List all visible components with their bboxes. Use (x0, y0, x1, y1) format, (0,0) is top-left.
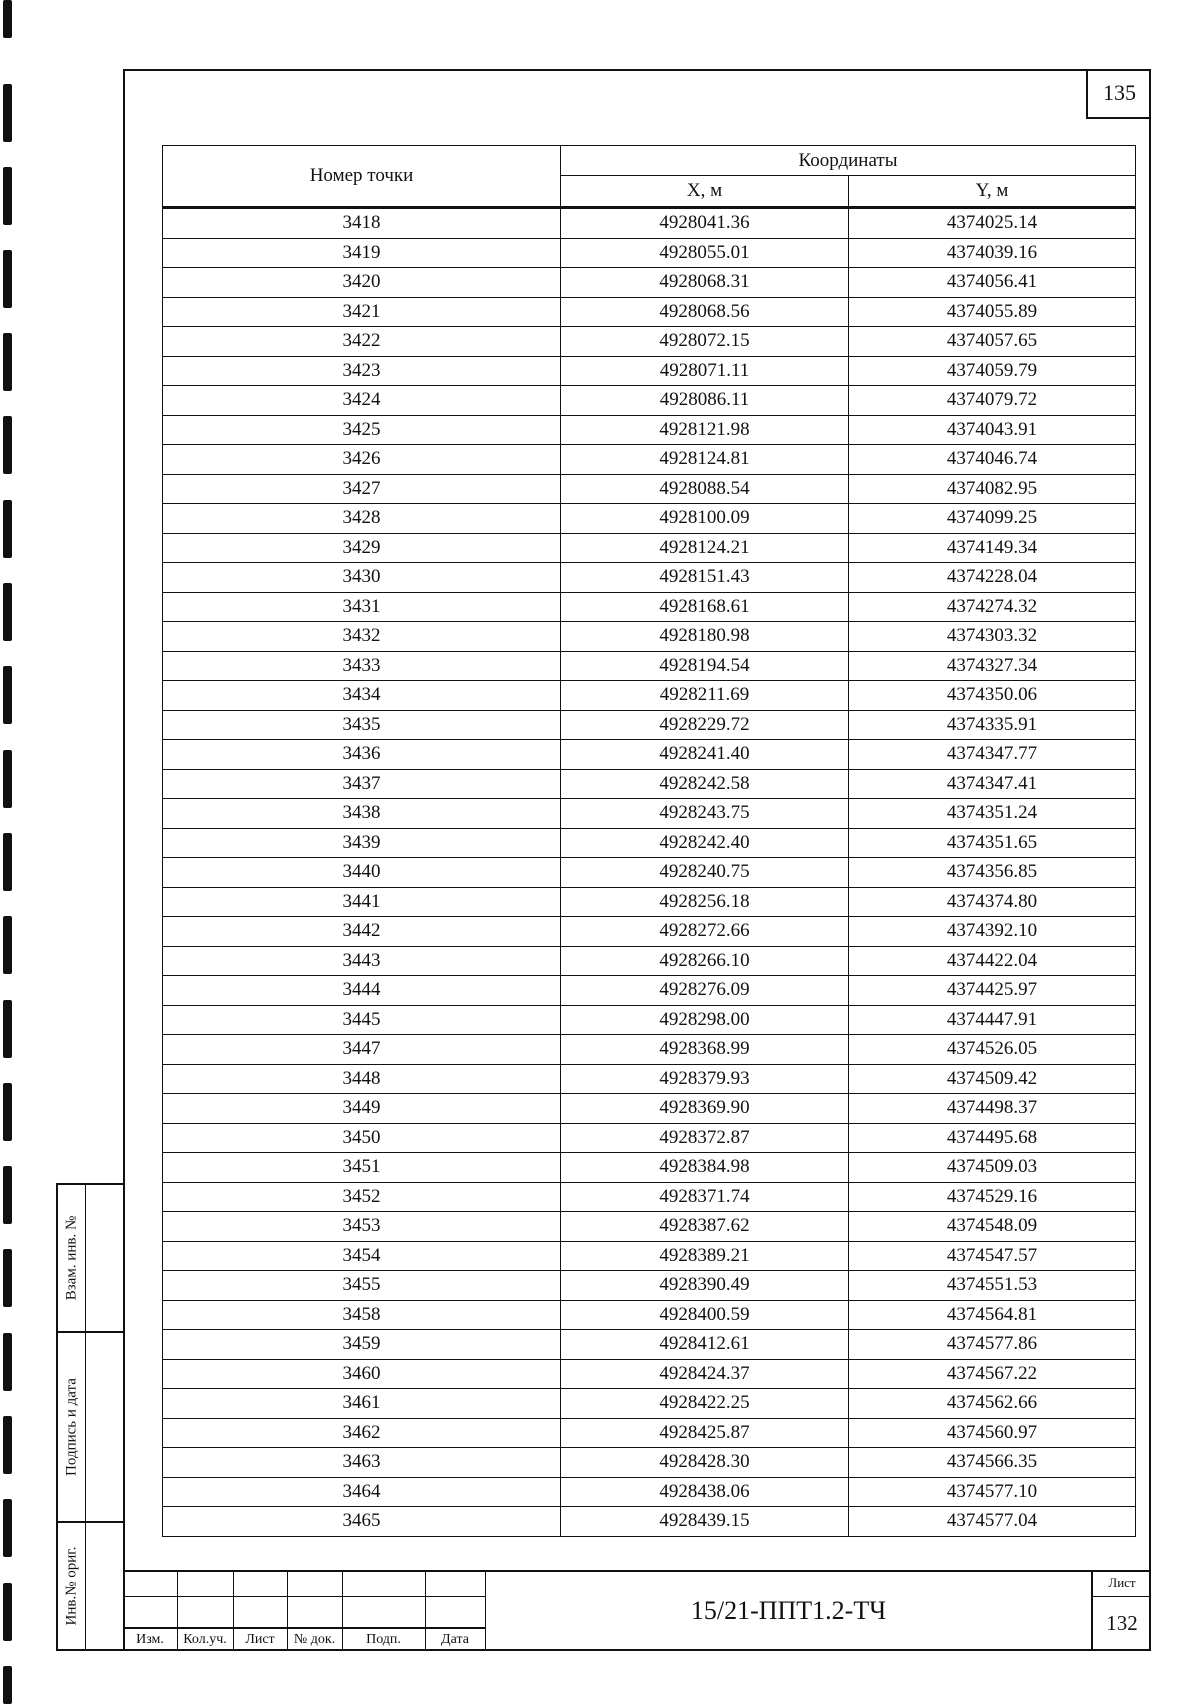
x-coordinate-cell: 4928229.72 (561, 710, 849, 740)
point-number-cell: 3463 (163, 1448, 561, 1478)
header-y: Y, м (849, 176, 1136, 208)
binding-hole (3, 333, 12, 391)
x-coordinate-cell: 4928412.61 (561, 1330, 849, 1360)
point-number-cell: 3419 (163, 238, 561, 268)
x-coordinate-cell: 4928055.01 (561, 238, 849, 268)
x-coordinate-cell: 4928387.62 (561, 1212, 849, 1242)
x-coordinate-cell: 4928240.75 (561, 858, 849, 888)
x-coordinate-cell: 4928379.93 (561, 1064, 849, 1094)
point-number-cell: 3458 (163, 1300, 561, 1330)
x-coordinate-cell: 4928100.09 (561, 504, 849, 534)
point-number-cell: 3444 (163, 976, 561, 1006)
y-coordinate-cell: 4374350.06 (849, 681, 1136, 711)
y-coordinate-cell: 4374079.72 (849, 386, 1136, 416)
x-coordinate-cell: 4928384.98 (561, 1153, 849, 1183)
y-coordinate-cell: 4374425.97 (849, 976, 1136, 1006)
tb-col-podp: Подп. (366, 1631, 401, 1647)
x-coordinate-cell: 4928369.90 (561, 1094, 849, 1124)
binding-hole (3, 250, 12, 308)
point-number-cell: 3464 (163, 1477, 561, 1507)
table-row (163, 1477, 1136, 1507)
table-row (163, 415, 1136, 445)
coordinates-table-body (163, 208, 1136, 1537)
binding-hole (3, 167, 12, 225)
y-coordinate-cell: 4374422.04 (849, 946, 1136, 976)
x-coordinate-cell: 4928121.98 (561, 415, 849, 445)
point-number-cell: 3430 (163, 563, 561, 593)
table-row (163, 268, 1136, 298)
binding-hole (3, 1416, 12, 1474)
table-row (163, 946, 1136, 976)
table-row (163, 799, 1136, 829)
table-row (163, 1507, 1136, 1537)
binding-hole (3, 1583, 12, 1641)
x-coordinate-cell: 4928424.37 (561, 1359, 849, 1389)
table-row (163, 386, 1136, 416)
x-coordinate-cell: 4928400.59 (561, 1300, 849, 1330)
x-coordinate-cell: 4928151.43 (561, 563, 849, 593)
x-coordinate-cell: 4928372.87 (561, 1123, 849, 1153)
coordinates-table (162, 145, 1136, 1537)
x-coordinate-cell: 4928242.40 (561, 828, 849, 858)
x-coordinate-cell: 4928068.56 (561, 297, 849, 327)
point-number-cell: 3422 (163, 327, 561, 357)
y-coordinate-cell: 4374274.32 (849, 592, 1136, 622)
y-coordinate-cell: 4374392.10 (849, 917, 1136, 947)
point-number-cell: 3432 (163, 622, 561, 652)
point-number-cell: 3431 (163, 592, 561, 622)
x-coordinate-cell: 4928041.36 (561, 208, 849, 239)
y-coordinate-cell: 4374347.41 (849, 769, 1136, 799)
table-row (163, 917, 1136, 947)
y-coordinate-cell: 4374356.85 (849, 858, 1136, 888)
x-coordinate-cell: 4928390.49 (561, 1271, 849, 1301)
x-coordinate-cell: 4928425.87 (561, 1418, 849, 1448)
binding-hole (3, 916, 12, 974)
point-number-cell: 3460 (163, 1359, 561, 1389)
y-coordinate-cell: 4374039.16 (849, 238, 1136, 268)
y-coordinate-cell: 4374567.22 (849, 1359, 1136, 1389)
x-coordinate-cell: 4928298.00 (561, 1005, 849, 1035)
y-coordinate-cell: 4374082.95 (849, 474, 1136, 504)
table-row (163, 327, 1136, 357)
point-number-cell: 3459 (163, 1330, 561, 1360)
side-stamp-vzam (56, 1183, 123, 1333)
side-label-podpis: Подпись и дата (63, 1378, 79, 1476)
table-row (163, 1271, 1136, 1301)
point-number-cell: 3461 (163, 1389, 561, 1419)
point-number-cell: 3438 (163, 799, 561, 829)
point-number-cell: 3440 (163, 858, 561, 888)
x-coordinate-cell: 4928266.10 (561, 946, 849, 976)
binding-hole (3, 1499, 12, 1557)
table-row (163, 474, 1136, 504)
y-coordinate-cell: 4374529.16 (849, 1182, 1136, 1212)
binding-hole (3, 1083, 12, 1141)
point-number-cell: 3433 (163, 651, 561, 681)
x-coordinate-cell: 4928071.11 (561, 356, 849, 386)
table-row (163, 533, 1136, 563)
x-coordinate-cell: 4928422.25 (561, 1389, 849, 1419)
table-row (163, 622, 1136, 652)
binding-hole (3, 416, 12, 474)
point-number-cell: 3418 (163, 208, 561, 239)
x-coordinate-cell: 4928211.69 (561, 681, 849, 711)
point-number-cell: 3465 (163, 1507, 561, 1537)
y-coordinate-cell: 4374577.86 (849, 1330, 1136, 1360)
y-coordinate-cell: 4374057.65 (849, 327, 1136, 357)
y-coordinate-cell: 4374335.91 (849, 710, 1136, 740)
binding-hole (3, 666, 12, 724)
table-row (163, 1418, 1136, 1448)
point-number-cell: 3427 (163, 474, 561, 504)
y-coordinate-cell: 4374577.10 (849, 1477, 1136, 1507)
document-code: 15/21-ППТ1.2-ТЧ (485, 1570, 1091, 1651)
y-coordinate-cell: 4374228.04 (849, 563, 1136, 593)
sheet-label: Лист (1093, 1570, 1151, 1597)
point-number-cell: 3443 (163, 946, 561, 976)
x-coordinate-cell: 4928124.21 (561, 533, 849, 563)
table-row (163, 1064, 1136, 1094)
x-coordinate-cell: 4928068.31 (561, 268, 849, 298)
binding-hole (3, 750, 12, 808)
x-coordinate-cell: 4928168.61 (561, 592, 849, 622)
side-stamp-inv (56, 1521, 123, 1651)
binding-hole (3, 1666, 12, 1704)
sheet-number: 132 (1106, 1611, 1138, 1635)
y-coordinate-cell: 4374560.97 (849, 1418, 1136, 1448)
y-coordinate-cell: 4374347.77 (849, 740, 1136, 770)
header-x: X, м (561, 176, 849, 208)
point-number-cell: 3449 (163, 1094, 561, 1124)
table-row (163, 681, 1136, 711)
title-block (123, 1570, 1151, 1651)
point-number-cell: 3447 (163, 1035, 561, 1065)
x-coordinate-cell: 4928428.30 (561, 1448, 849, 1478)
header-coordinates: Координаты (561, 146, 1136, 176)
x-coordinate-cell: 4928072.15 (561, 327, 849, 357)
y-coordinate-cell: 4374548.09 (849, 1212, 1136, 1242)
point-number-cell: 3429 (163, 533, 561, 563)
point-number-cell: 3439 (163, 828, 561, 858)
point-number-cell: 3451 (163, 1153, 561, 1183)
point-number-cell: 3462 (163, 1418, 561, 1448)
y-coordinate-cell: 4374025.14 (849, 208, 1136, 239)
table-row (163, 208, 1136, 239)
table-row (163, 1448, 1136, 1478)
table-row (163, 356, 1136, 386)
point-number-cell: 3434 (163, 681, 561, 711)
table-row (163, 1330, 1136, 1360)
point-number-cell: 3423 (163, 356, 561, 386)
y-coordinate-cell: 4374046.74 (849, 445, 1136, 475)
tb-col-ndok: № док. (293, 1631, 336, 1647)
tb-col-koluch: Кол.уч. (183, 1631, 227, 1647)
binding-hole (3, 1000, 12, 1058)
table-row (163, 1389, 1136, 1419)
table-row (163, 1300, 1136, 1330)
table-row (163, 740, 1136, 770)
y-coordinate-cell: 4374562.66 (849, 1389, 1136, 1419)
x-coordinate-cell: 4928088.54 (561, 474, 849, 504)
y-coordinate-cell: 4374547.57 (849, 1241, 1136, 1271)
binding-hole (3, 1249, 12, 1307)
y-coordinate-cell: 4374351.24 (849, 799, 1136, 829)
point-number-cell: 3426 (163, 445, 561, 475)
y-coordinate-cell: 4374447.91 (849, 1005, 1136, 1035)
table-row (163, 887, 1136, 917)
table-row (163, 1212, 1136, 1242)
x-coordinate-cell: 4928194.54 (561, 651, 849, 681)
x-coordinate-cell: 4928389.21 (561, 1241, 849, 1271)
y-coordinate-cell: 4374551.53 (849, 1271, 1136, 1301)
x-coordinate-cell: 4928272.66 (561, 917, 849, 947)
y-coordinate-cell: 4374327.34 (849, 651, 1136, 681)
table-row (163, 238, 1136, 268)
table-row (163, 592, 1136, 622)
x-coordinate-cell: 4928439.15 (561, 1507, 849, 1537)
point-number-cell: 3445 (163, 1005, 561, 1035)
x-coordinate-cell: 4928368.99 (561, 1035, 849, 1065)
table-row (163, 976, 1136, 1006)
table-row (163, 445, 1136, 475)
x-coordinate-cell: 4928086.11 (561, 386, 849, 416)
y-coordinate-cell: 4374566.35 (849, 1448, 1136, 1478)
table-row (163, 1182, 1136, 1212)
point-number-cell: 3441 (163, 887, 561, 917)
point-number-cell: 3452 (163, 1182, 561, 1212)
table-row (163, 1123, 1136, 1153)
x-coordinate-cell: 4928371.74 (561, 1182, 849, 1212)
table-row (163, 504, 1136, 534)
binding-hole (3, 583, 12, 641)
x-coordinate-cell: 4928243.75 (561, 799, 849, 829)
point-number-cell: 3454 (163, 1241, 561, 1271)
table-row (163, 1005, 1136, 1035)
point-number-cell: 3448 (163, 1064, 561, 1094)
point-number-cell: 3424 (163, 386, 561, 416)
table-row (163, 710, 1136, 740)
sheet-box (1091, 1570, 1151, 1651)
x-coordinate-cell: 4928124.81 (561, 445, 849, 475)
point-number-cell: 3450 (163, 1123, 561, 1153)
table-row (163, 1094, 1136, 1124)
y-coordinate-cell: 4374498.37 (849, 1094, 1136, 1124)
y-coordinate-cell: 4374495.68 (849, 1123, 1136, 1153)
table-row (163, 1359, 1136, 1389)
y-coordinate-cell: 4374374.80 (849, 887, 1136, 917)
x-coordinate-cell: 4928180.98 (561, 622, 849, 652)
y-coordinate-cell: 4374509.42 (849, 1064, 1136, 1094)
table-row (163, 563, 1136, 593)
y-coordinate-cell: 4374351.65 (849, 828, 1136, 858)
tb-col-data: Дата (441, 1631, 469, 1647)
binding-hole (3, 833, 12, 891)
table-row (163, 1241, 1136, 1271)
y-coordinate-cell: 4374577.04 (849, 1507, 1136, 1537)
y-coordinate-cell: 4374303.32 (849, 622, 1136, 652)
side-stamp-podpis (56, 1331, 123, 1523)
binding-hole (3, 500, 12, 558)
tb-col-izm: Изм. (136, 1631, 164, 1647)
y-coordinate-cell: 4374099.25 (849, 504, 1136, 534)
table-row (163, 828, 1136, 858)
side-label-inv: Инв.№ ориг. (63, 1546, 79, 1626)
x-coordinate-cell: 4928256.18 (561, 887, 849, 917)
binding-hole (3, 84, 12, 142)
table-row (163, 651, 1136, 681)
x-coordinate-cell: 4928276.09 (561, 976, 849, 1006)
y-coordinate-cell: 4374509.03 (849, 1153, 1136, 1183)
y-coordinate-cell: 4374059.79 (849, 356, 1136, 386)
table-row (163, 1153, 1136, 1183)
binding-hole (3, 0, 12, 38)
header-point-number: Номер точки (163, 146, 561, 208)
point-number-cell: 3420 (163, 268, 561, 298)
point-number-cell: 3442 (163, 917, 561, 947)
point-number-cell: 3455 (163, 1271, 561, 1301)
binding-hole (3, 1333, 12, 1391)
binding-holes (0, 0, 16, 1704)
table-row (163, 297, 1136, 327)
point-number-cell: 3437 (163, 769, 561, 799)
table-row (163, 858, 1136, 888)
x-coordinate-cell: 4928242.58 (561, 769, 849, 799)
y-coordinate-cell: 4374055.89 (849, 297, 1136, 327)
x-coordinate-cell: 4928438.06 (561, 1477, 849, 1507)
table-row (163, 769, 1136, 799)
x-coordinate-cell: 4928241.40 (561, 740, 849, 770)
point-number-cell: 3436 (163, 740, 561, 770)
y-coordinate-cell: 4374564.81 (849, 1300, 1136, 1330)
y-coordinate-cell: 4374043.91 (849, 415, 1136, 445)
page-number: 135 (1086, 69, 1151, 119)
y-coordinate-cell: 4374056.41 (849, 268, 1136, 298)
point-number-cell: 3425 (163, 415, 561, 445)
point-number-cell: 3428 (163, 504, 561, 534)
title-block-grid (123, 1570, 485, 1651)
side-label-vzam: Взам. инв. № (63, 1215, 79, 1301)
tb-col-list: Лист (245, 1631, 275, 1647)
table-row (163, 1035, 1136, 1065)
point-number-cell: 3435 (163, 710, 561, 740)
point-number-cell: 3453 (163, 1212, 561, 1242)
point-number-cell: 3421 (163, 297, 561, 327)
binding-hole (3, 1166, 12, 1224)
y-coordinate-cell: 4374149.34 (849, 533, 1136, 563)
y-coordinate-cell: 4374526.05 (849, 1035, 1136, 1065)
